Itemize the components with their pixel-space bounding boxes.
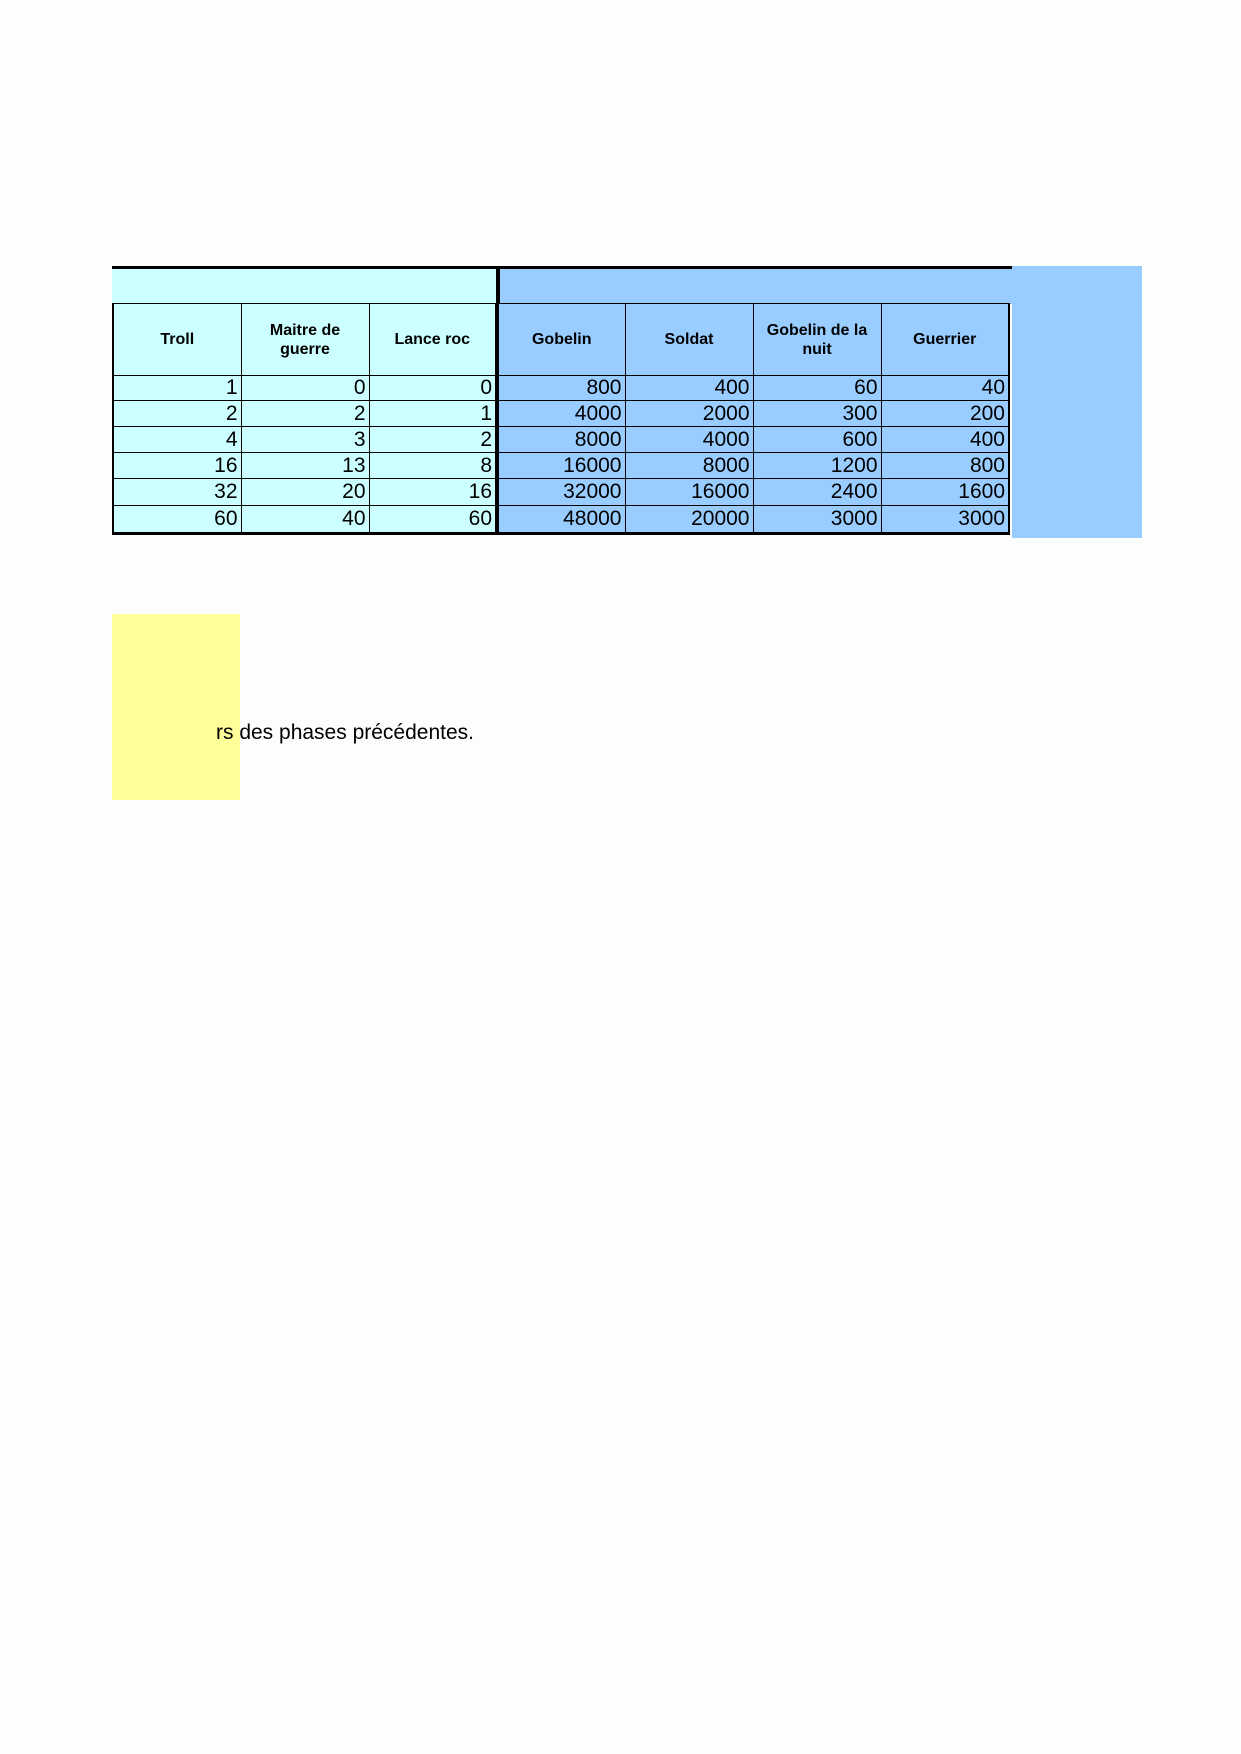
table-cell[interactable]: 3000 — [753, 506, 881, 534]
table-cell[interactable]: 32000 — [497, 479, 625, 506]
table-cell[interactable]: 16 — [113, 453, 241, 479]
table-cell[interactable]: 2 — [241, 401, 369, 427]
header-row — [113, 304, 1009, 376]
column-header-gobelin: Gobelin — [497, 304, 625, 376]
header-band-blue — [496, 266, 1012, 304]
blue-range-extension — [1012, 266, 1142, 538]
table-cell[interactable]: 400 — [881, 427, 1009, 453]
table-cell[interactable]: 600 — [753, 427, 881, 453]
table-cell[interactable]: 1600 — [881, 479, 1009, 506]
table-cell[interactable]: 8000 — [625, 453, 753, 479]
column-header-soldat: Soldat — [625, 304, 753, 376]
table-cell[interactable]: 0 — [241, 376, 369, 401]
column-header-gobelin-de-la-nuit: Gobelin de la nuit — [753, 304, 881, 376]
table-cell[interactable]: 4000 — [625, 427, 753, 453]
header-band-cyan — [112, 266, 496, 304]
table-cell[interactable]: 2 — [369, 427, 497, 453]
table-cell[interactable]: 40 — [881, 376, 1009, 401]
table-cell[interactable]: 800 — [881, 453, 1009, 479]
table-cell[interactable]: 800 — [497, 376, 625, 401]
table-cell[interactable]: 200 — [881, 401, 1009, 427]
table-cell[interactable]: 16 — [369, 479, 497, 506]
table-cell[interactable]: 8 — [369, 453, 497, 479]
column-header-troll: Troll — [113, 304, 241, 376]
table-cell[interactable]: 2000 — [625, 401, 753, 427]
table-cell[interactable]: 8000 — [497, 427, 625, 453]
table-cell[interactable]: 3000 — [881, 506, 1009, 534]
table-row — [113, 506, 1009, 534]
column-header-lance-roc: Lance roc — [369, 304, 497, 376]
column-header-maitre-de-guerre: Maitre de guerre — [241, 304, 369, 376]
table-cell[interactable]: 1 — [369, 401, 497, 427]
units-table — [112, 303, 1010, 535]
yellow-highlight-cell[interactable] — [112, 614, 240, 800]
table-cell[interactable]: 0 — [369, 376, 497, 401]
table-row — [113, 427, 1009, 453]
table-cell[interactable]: 2400 — [753, 479, 881, 506]
table-row — [113, 376, 1009, 401]
note-text — [112, 719, 612, 747]
table-row — [113, 401, 1009, 427]
column-header-guerrier: Guerrier — [881, 304, 1009, 376]
table-cell[interactable]: 3 — [241, 427, 369, 453]
table-cell[interactable]: 13 — [241, 453, 369, 479]
table-row — [113, 479, 1009, 506]
table-cell[interactable]: 16000 — [497, 453, 625, 479]
table-cell[interactable]: 32 — [113, 479, 241, 506]
table-cell[interactable]: 16000 — [625, 479, 753, 506]
table-cell[interactable]: 400 — [625, 376, 753, 401]
table-cell[interactable]: 300 — [753, 401, 881, 427]
table-cell[interactable]: 20000 — [625, 506, 753, 534]
table-cell[interactable]: 4000 — [497, 401, 625, 427]
table-cell[interactable]: 48000 — [497, 506, 625, 534]
note-text-label: rs des phases précédentes. — [216, 721, 474, 744]
table-cell[interactable]: 20 — [241, 479, 369, 506]
table-cell[interactable]: 4 — [113, 427, 241, 453]
table-cell[interactable]: 60 — [753, 376, 881, 401]
table-cell[interactable]: 1200 — [753, 453, 881, 479]
table-cell[interactable]: 40 — [241, 506, 369, 534]
table-cell[interactable]: 60 — [369, 506, 497, 534]
table-cell[interactable]: 2 — [113, 401, 241, 427]
table-cell[interactable]: 1 — [113, 376, 241, 401]
table-row — [113, 453, 1009, 479]
table-cell[interactable]: 60 — [113, 506, 241, 534]
